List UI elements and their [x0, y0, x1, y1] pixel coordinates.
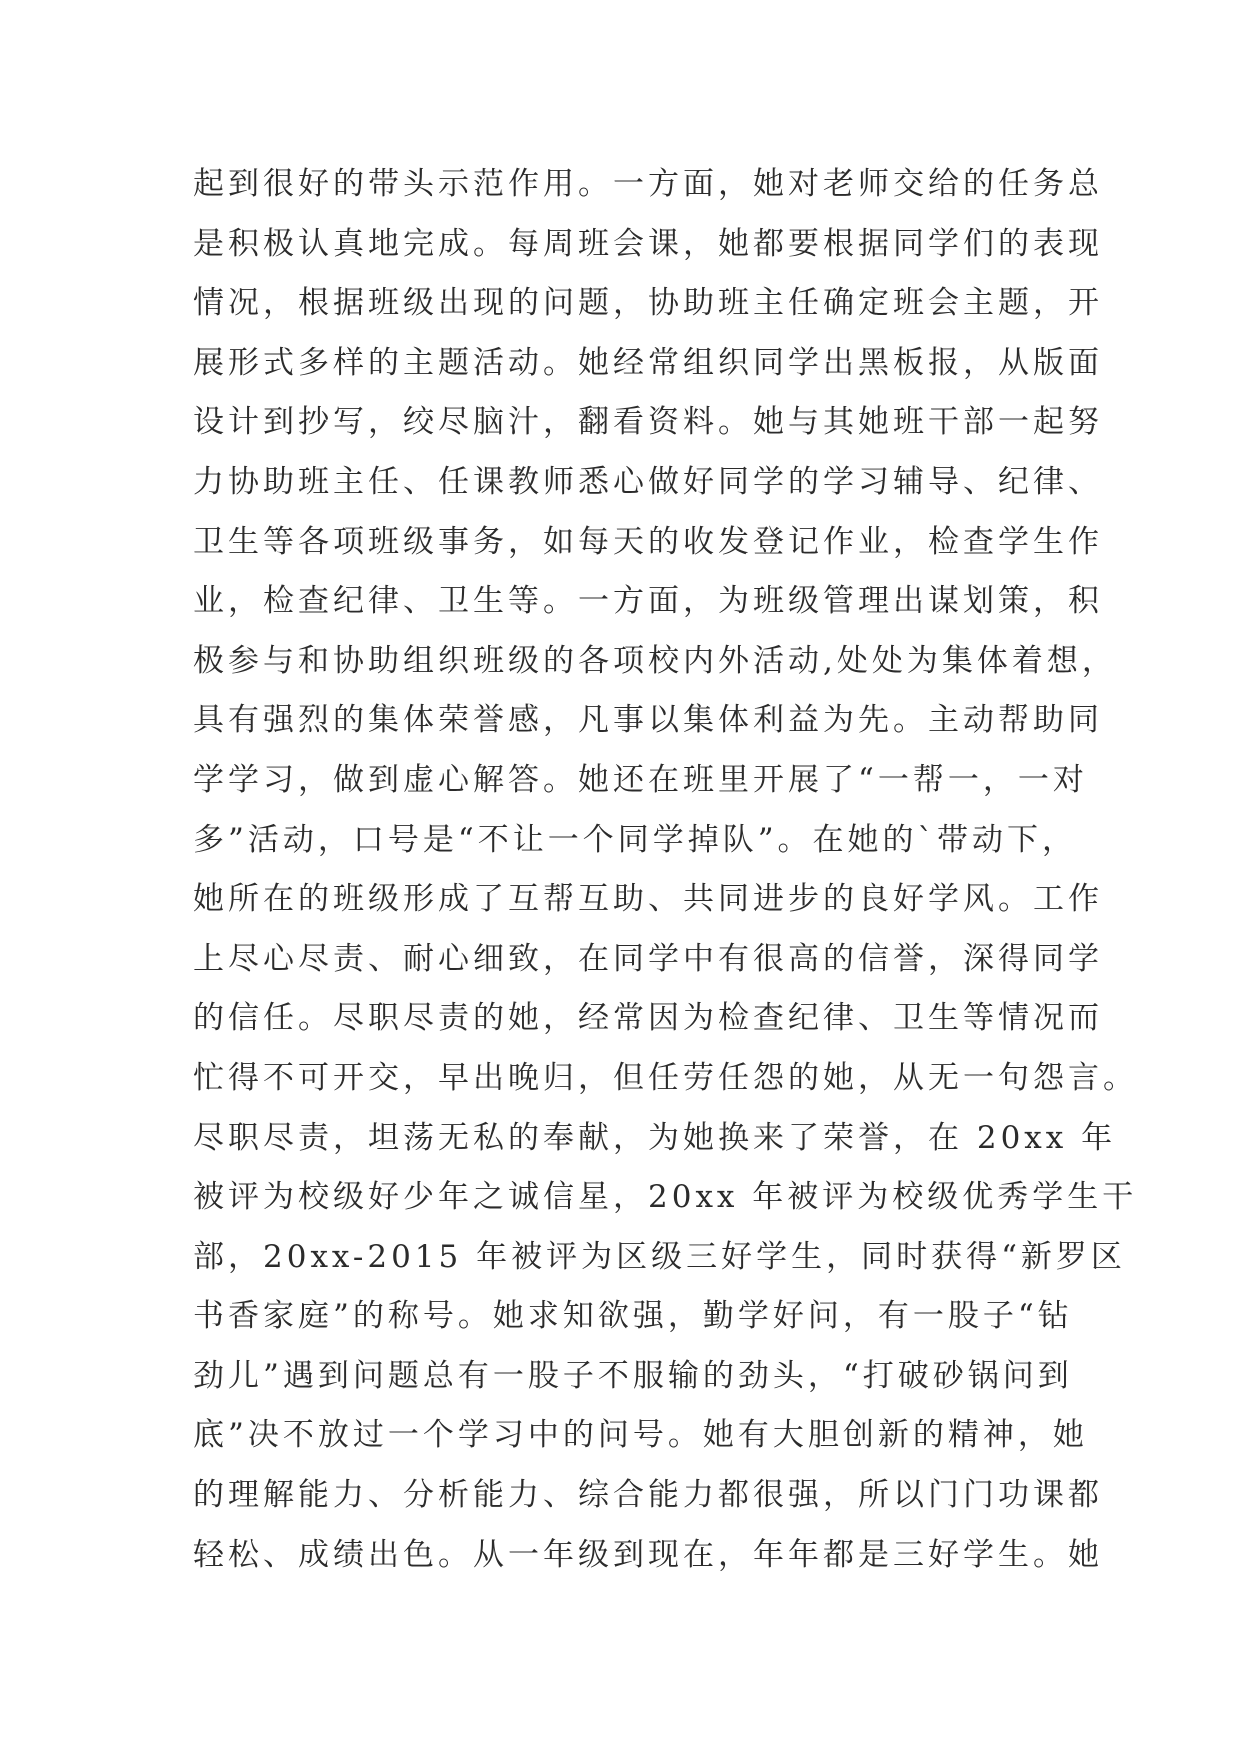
text-line: 书香家庭”的称号。她求知欲强，勤学好问，有一股子“钻 — [193, 1298, 1073, 1335]
text-line: 是积极认真地完成。每周班会课，她都要根据同学们的表现 — [193, 225, 1103, 262]
text-line: 具有强烈的集体荣誉感，凡事以集体利益为先。主动帮助同 — [193, 702, 1103, 739]
text-line: 起到很好的带头示范作用。一方面，她对老师交给的任务总 — [193, 166, 1103, 202]
text-line: 轻松、成绩出色。从一年级到现在，年年都是三好学生。她 — [193, 1536, 1103, 1573]
text-line: 极参与和协助组织班级的各项校内外活动,处处为集体着想， — [193, 642, 1117, 679]
body-text — [193, 155, 1138, 1585]
text-line: 尽职尽责，坦荡无私的奉献，为她换来了荣誉，在 20xx 年 — [193, 1119, 1117, 1156]
text-line: 多”活动，口号是“不让一个同学掉队”。在她的`带动下， — [193, 821, 1078, 858]
text-line: 卫生等各项班级事务，如每天的收发登记作业，检查学生作 — [193, 523, 1103, 560]
text-line: 上尽心尽责、耐心细致，在同学中有很高的信誉，深得同学 — [193, 940, 1103, 977]
text-line: 学学习，做到虚心解答。她还在班里开展了“一帮一，一对 — [193, 761, 1088, 798]
text-line: 的理解能力、分析能力、综合能力都很强，所以门门功课都 — [193, 1477, 1103, 1514]
text-line: 忙得不可开交，早出晚归，但任劳任怨的她，从无一句怨言。 — [193, 1059, 1138, 1096]
text-line: 设计到抄写，绞尽脑汁，翻看资料。她与其她班干部一起努 — [193, 404, 1103, 441]
text-line: 被评为校级好少年之诚信星，20xx 年被评为校级优秀学生干 — [193, 1179, 1138, 1216]
text-line: 底”决不放过一个学习中的问号。她有大胆创新的精神，她 — [193, 1417, 1088, 1454]
text-line: 的信任。尽职尽责的她，经常因为检查纪律、卫生等情况而 — [193, 1000, 1103, 1037]
text-line: 情况，根据班级出现的问题，协助班主任确定班会主题，开 — [193, 285, 1103, 322]
text-line: 力协助班主任、任课教师悉心做好同学的学习辅导、纪律、 — [193, 463, 1103, 500]
text-line: 展形式多样的主题活动。她经常组织同学出黑板报，从版面 — [193, 344, 1103, 381]
text-line: 劲儿”遇到问题总有一股子不服输的劲头，“打破砂锅问到 — [193, 1357, 1073, 1394]
text-line: 部，20xx-2015 年被评为区级三好学生，同时获得“新罗区 — [193, 1238, 1126, 1275]
text-line: 业，检查纪律、卫生等。一方面，为班级管理出谋划策，积 — [193, 583, 1103, 620]
text-line: 她所在的班级形成了互帮互助、共同进步的良好学风。工作 — [193, 881, 1103, 918]
